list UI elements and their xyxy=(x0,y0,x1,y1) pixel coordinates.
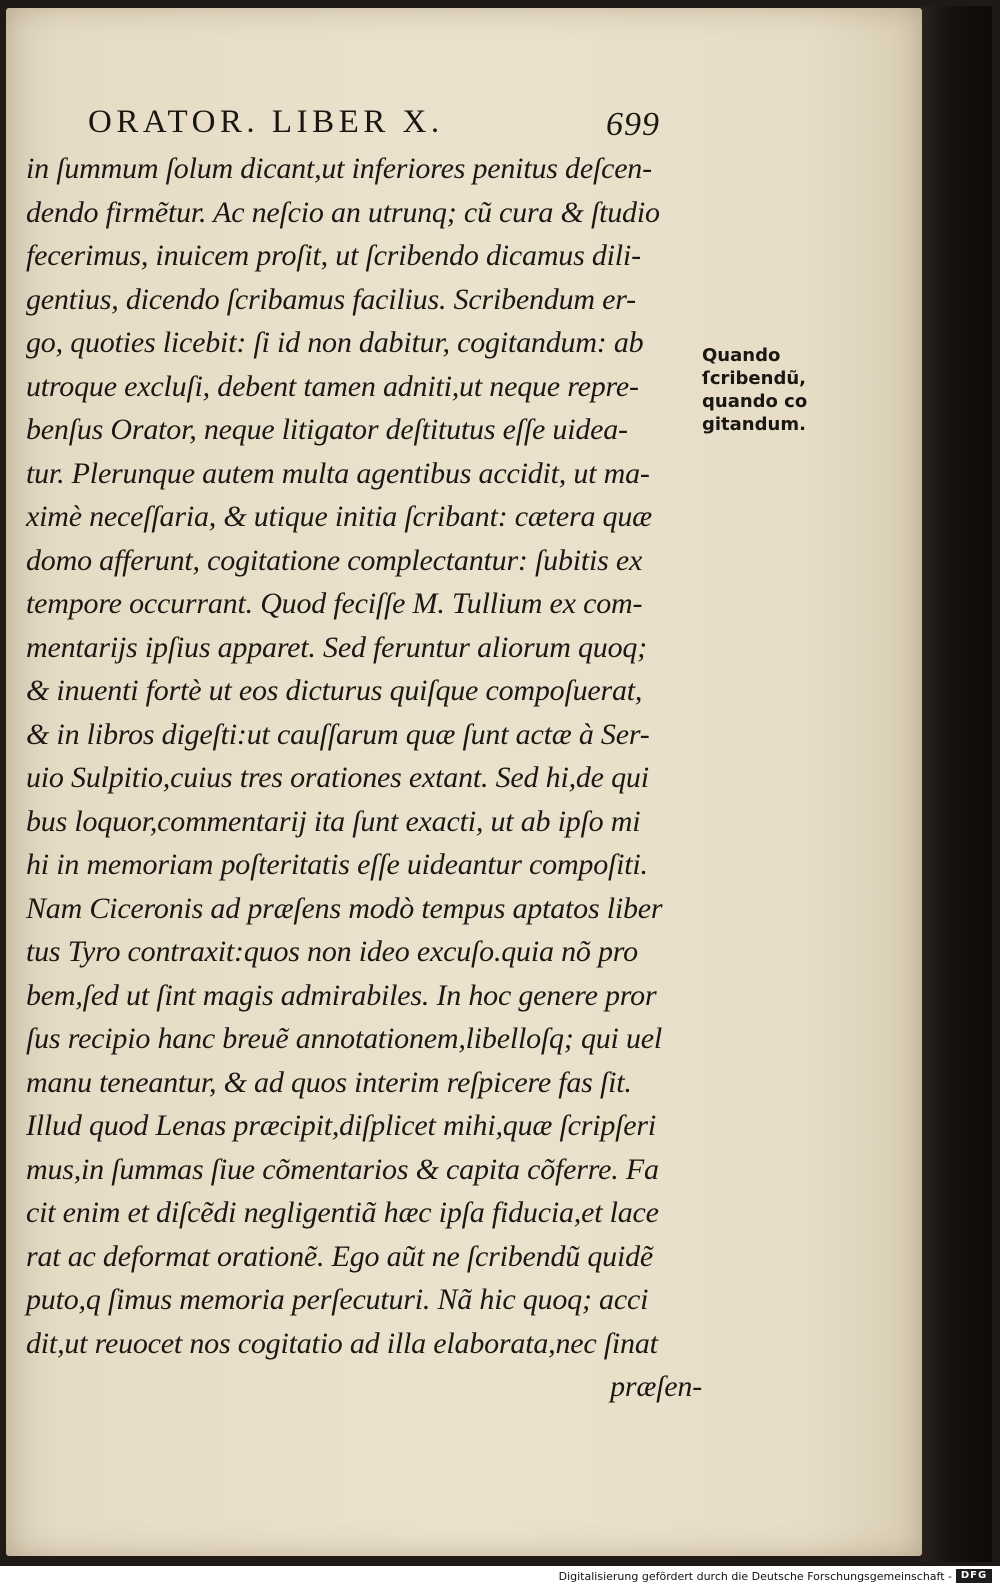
marginal-note-line: ſcribendũ, xyxy=(702,368,806,389)
marginal-note-line: quando co xyxy=(702,391,808,412)
text-line: benſus Orator, neque litigator deſtitutus eſſe uidea- xyxy=(26,413,628,446)
main-text-block xyxy=(26,147,706,1409)
text-line: mus,in ſummas ſiue cõmentarios & capita cõferre. Fa xyxy=(26,1152,659,1186)
text-line: manu teneantur, & ad quos interim reſpicere fas ſit. xyxy=(26,1065,632,1099)
text-line: utroque excluſi, debent tamen adniti,ut neque repre- xyxy=(26,369,639,403)
footer-bar xyxy=(0,1566,1000,1587)
text-line: puto,q ſimus memoria perſecuturi. Nã hic quoq; acci xyxy=(26,1283,649,1316)
marginal-note-line: Quando xyxy=(702,345,781,366)
page-number: 699 xyxy=(606,106,660,143)
page-header xyxy=(88,104,688,144)
text-line: tus Tyro contraxit:quos non ideo excuſo.quia nõ pro xyxy=(26,935,638,968)
text-line: go, quoties licebit: ſi id non dabitur, cogitandum: ab xyxy=(26,326,644,359)
text-line: Illud quod Lenas præcipit,diſplicet mihi,quæ ſcripſeri xyxy=(26,1109,657,1142)
text-line: in ſummum ſolum dicant,ut inferiores penitus deſcen- xyxy=(26,152,652,185)
footer-credit: Digitalisierung gefördert durch die Deutsche Forschungsgemeinschaft - xyxy=(558,1570,952,1583)
text-line: Nam Ciceronis ad præſens modò tempus aptatos liber xyxy=(26,891,663,925)
text-line: præſen- xyxy=(610,1370,702,1403)
page-edge-shadow xyxy=(922,6,992,1562)
text-line: cit enim et diſcẽdi negligentiã hæc ipſa fiducia,et lace xyxy=(26,1196,659,1229)
text-line: domo afferunt, cogitatione complectantur: ſubitis ex xyxy=(26,543,643,577)
text-line: rat ac deformat orationẽ. Ego aũt ne ſcribendũ quidẽ xyxy=(26,1239,654,1273)
text-line: bus loquor,commentarij ita ſunt exacti, ut ab ipſo mi xyxy=(26,804,641,838)
marginal-note xyxy=(702,344,822,436)
marginal-note-line: gitandum. xyxy=(702,414,806,435)
text-line: gentius, dicendo ſcribamus facilius. Scribendum er- xyxy=(26,282,636,316)
text-line: mentarijs ipſius apparet. Sed feruntur aliorum quoq; xyxy=(26,630,647,664)
dfg-logo: DFG xyxy=(956,1569,992,1583)
text-line: bem,ſed ut ſint magis admirabiles. In hoc genere pror xyxy=(26,978,657,1012)
text-line: dendo firmẽtur. Ac neſcio an utrunq; cũ cura & ſtudio xyxy=(26,195,660,229)
text-line: tempore occurrant. Quod feciſſe M. Tullium ex com- xyxy=(26,587,643,620)
text-line: dit,ut reuocet nos cogitatio ad illa elaborata,nec ſinat xyxy=(26,1326,658,1360)
text-line: tur. Plerunque autem multa agentibus accidit, ut ma- xyxy=(26,456,650,490)
text-line: ximè neceſſaria, & utique initia ſcribant: cætera quæ xyxy=(26,500,652,533)
running-title: ORATOR. LIBER X. xyxy=(88,104,444,140)
text-line: & inuenti fortè ut eos dicturus quiſque compoſuerat, xyxy=(26,674,643,707)
text-line: hi in memoriam poſteritatis eſſe uideantur compoſiti. xyxy=(26,848,648,881)
text-line: ſus recipio hanc breuẽ annotationem,libelloſq; qui uel xyxy=(26,1022,663,1055)
text-line: uio Sulpitio,cuius tres orationes extant. Sed hi,de qui xyxy=(26,761,649,794)
text-line: fecerimus, inuicem proſit, ut ſcribendo dicamus dili- xyxy=(26,239,641,272)
text-line: & in libros digeſti:ut cauſſarum quæ ſunt actæ à Ser- xyxy=(26,717,650,751)
